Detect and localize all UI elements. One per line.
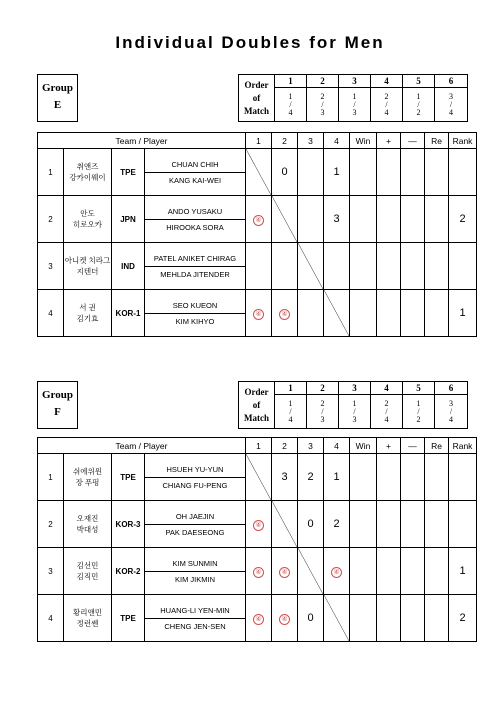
match-score-cell (298, 290, 324, 337)
match-score-cell (324, 149, 350, 196)
plus-cell (377, 290, 401, 337)
minus-cell (401, 548, 425, 595)
win-circle-mark: ④ (331, 567, 342, 578)
score-value: 2 (307, 471, 314, 483)
order-col: 1 (275, 75, 307, 88)
plus-header: + (377, 133, 401, 149)
rank-cell: 1 (449, 548, 477, 595)
match-score-cell (298, 595, 324, 642)
table-row (38, 454, 477, 501)
match-score-cell (298, 454, 324, 501)
col-header: 2 (272, 438, 298, 454)
win-circle-mark: ④ (253, 309, 264, 320)
row-number: 3 (38, 243, 64, 290)
re-cell (425, 149, 449, 196)
order-fraction: 1 / 4 (275, 395, 307, 429)
col-header: 4 (324, 133, 350, 149)
match-score-cell (324, 243, 350, 290)
self-match-cell (324, 290, 350, 337)
group-label-box (37, 74, 78, 122)
order-fraction: 2 / 3 (307, 395, 339, 429)
score-value: 1 (333, 471, 340, 483)
rank-cell (449, 149, 477, 196)
win-cell (350, 501, 377, 548)
order-fraction: 2 / 4 (371, 395, 403, 429)
order-col: 3 (339, 75, 371, 88)
re-cell (425, 595, 449, 642)
match-score-cell (324, 196, 350, 243)
player-names: CHUAN CHIH KANG KAI-WEI (145, 149, 246, 196)
win-cell (350, 290, 377, 337)
win-cell (350, 243, 377, 290)
table-row (38, 548, 477, 595)
win-circle-mark: ④ (279, 567, 290, 578)
match-score-cell (324, 454, 350, 501)
plus-cell (377, 548, 401, 595)
col-header: 3 (298, 438, 324, 454)
order-of-match-table (238, 381, 468, 429)
win-cell (350, 595, 377, 642)
order-col: 2 (307, 382, 339, 395)
order-fraction: 1 / 3 (339, 395, 371, 429)
row-number: 3 (38, 548, 64, 595)
self-match-cell (298, 548, 324, 595)
minus-cell (401, 149, 425, 196)
player-names: ANDO YUSAKU HIROOKA SORA (145, 196, 246, 243)
group-label-box (37, 381, 78, 429)
korean-name: 서 권 김기효 (64, 290, 112, 337)
col-header: 4 (324, 438, 350, 454)
order-col: 4 (371, 75, 403, 88)
order-fraction: 2 / 3 (307, 88, 339, 122)
order-col: 6 (435, 75, 468, 88)
team-code: KOR-2 (112, 548, 145, 595)
player-names: OH JAEJIN PAK DAESEONG (145, 501, 246, 548)
col-header: 2 (272, 133, 298, 149)
team-player-header: Team / Player (38, 133, 246, 149)
win-header: Win (350, 438, 377, 454)
win-circle-mark: ④ (253, 520, 264, 531)
korean-name: 안도 히로오카 (64, 196, 112, 243)
match-score-cell (246, 196, 272, 243)
player-names: SEO KUEON KIM KIHYO (145, 290, 246, 337)
re-cell (425, 501, 449, 548)
group-label: Group (42, 82, 73, 94)
rank-cell (449, 454, 477, 501)
team-code: TPE (112, 454, 145, 501)
group-results-table (37, 437, 477, 642)
match-score-cell (298, 196, 324, 243)
minus-header: — (401, 438, 425, 454)
order-fraction: 3 / 4 (435, 88, 468, 122)
self-match-cell (246, 149, 272, 196)
plus-cell (377, 501, 401, 548)
rank-cell (449, 243, 477, 290)
korean-name: 아니켓 치라그 지텐더 (64, 243, 112, 290)
plus-cell (377, 243, 401, 290)
match-score-cell (246, 243, 272, 290)
match-score-cell (272, 243, 298, 290)
plus-cell (377, 454, 401, 501)
rank-cell: 2 (449, 196, 477, 243)
group-results-table (37, 132, 477, 337)
match-score-cell (246, 548, 272, 595)
plus-cell (377, 196, 401, 243)
order-col: 3 (339, 382, 371, 395)
row-number: 4 (38, 290, 64, 337)
row-number: 4 (38, 595, 64, 642)
table-row (38, 290, 477, 337)
self-match-cell (246, 454, 272, 501)
match-score-cell (246, 595, 272, 642)
page-title: Individual Doubles for Men (115, 33, 385, 52)
player-names: HSUEH YU-YUN CHIANG FU-PENG (145, 454, 246, 501)
team-code: TPE (112, 595, 145, 642)
match-score-cell (272, 290, 298, 337)
table-row (38, 595, 477, 642)
win-cell (350, 454, 377, 501)
plus-cell (377, 149, 401, 196)
team-code: TPE (112, 149, 145, 196)
order-col: 5 (403, 382, 435, 395)
rank-header: Rank (449, 133, 477, 149)
score-value: 0 (307, 612, 314, 624)
self-match-cell (324, 595, 350, 642)
rank-cell: 1 (449, 290, 477, 337)
minus-cell (401, 290, 425, 337)
self-match-cell (272, 196, 298, 243)
win-circle-mark: ④ (253, 215, 264, 226)
minus-cell (401, 454, 425, 501)
win-circle-mark: ④ (253, 567, 264, 578)
win-circle-mark: ④ (279, 309, 290, 320)
order-col: 2 (307, 75, 339, 88)
match-score-cell (272, 595, 298, 642)
match-score-cell (298, 501, 324, 548)
win-cell (350, 196, 377, 243)
match-score-cell (272, 548, 298, 595)
score-value: 1 (333, 166, 340, 178)
team-player-header: Team / Player (38, 438, 246, 454)
match-score-cell (324, 548, 350, 595)
rank-cell: 2 (449, 595, 477, 642)
plus-cell (377, 595, 401, 642)
korean-name: 쉬에위윈 장 푸펑 (64, 454, 112, 501)
score-value: 2 (333, 518, 340, 530)
order-fraction: 1 / 4 (275, 88, 307, 122)
plus-header: + (377, 438, 401, 454)
row-number: 2 (38, 501, 64, 548)
re-header: Re (425, 438, 449, 454)
re-cell (425, 196, 449, 243)
table-row (38, 196, 477, 243)
minus-cell (401, 243, 425, 290)
team-code: KOR-1 (112, 290, 145, 337)
order-col: 4 (371, 382, 403, 395)
win-circle-mark: ④ (279, 614, 290, 625)
col-header: 3 (298, 133, 324, 149)
col-header: 1 (246, 438, 272, 454)
team-code: IND (112, 243, 145, 290)
rank-header: Rank (449, 438, 477, 454)
player-names: HUANG-LI YEN-MIN CHENG JEN-SEN (145, 595, 246, 642)
order-col: 6 (435, 382, 468, 395)
self-match-cell (298, 243, 324, 290)
minus-cell (401, 196, 425, 243)
order-fraction: 2 / 4 (371, 88, 403, 122)
order-fraction: 1 / 2 (403, 395, 435, 429)
match-score-cell (324, 501, 350, 548)
order-col: 1 (275, 382, 307, 395)
row-number: 1 (38, 454, 64, 501)
order-fraction: 1 / 2 (403, 88, 435, 122)
match-score-cell (246, 290, 272, 337)
korean-name: 황리앤민 정런쎈 (64, 595, 112, 642)
order-label: Order of Match (239, 75, 275, 122)
re-header: Re (425, 133, 449, 149)
rank-cell (449, 501, 477, 548)
order-of-match-table (238, 74, 468, 122)
re-cell (425, 454, 449, 501)
team-code: KOR-3 (112, 501, 145, 548)
row-number: 2 (38, 196, 64, 243)
match-score-cell (272, 149, 298, 196)
order-fraction: 3 / 4 (435, 395, 468, 429)
self-match-cell (272, 501, 298, 548)
player-names: KIM SUNMIN KIM JIKMIN (145, 548, 246, 595)
group-letter: F (54, 406, 61, 418)
score-value: 0 (281, 166, 288, 178)
korean-name: 오재진 박대성 (64, 501, 112, 548)
order-fraction: 1 / 3 (339, 88, 371, 122)
match-score-cell (298, 149, 324, 196)
win-cell (350, 548, 377, 595)
team-code: JPN (112, 196, 145, 243)
win-header: Win (350, 133, 377, 149)
win-circle-mark: ④ (253, 614, 264, 625)
order-col: 5 (403, 75, 435, 88)
score-value: 3 (281, 471, 288, 483)
match-score-cell (272, 454, 298, 501)
match-score-cell (246, 501, 272, 548)
score-value: 0 (307, 518, 314, 530)
re-cell (425, 290, 449, 337)
korean-name: 김선민 김직민 (64, 548, 112, 595)
re-cell (425, 548, 449, 595)
table-row (38, 149, 477, 196)
row-number: 1 (38, 149, 64, 196)
minus-header: — (401, 133, 425, 149)
score-value: 3 (333, 213, 340, 225)
win-cell (350, 149, 377, 196)
order-label: Order of Match (239, 382, 275, 429)
minus-cell (401, 501, 425, 548)
minus-cell (401, 595, 425, 642)
group-label: Group (42, 389, 73, 401)
group-letter: E (53, 99, 62, 111)
korean-name: 취앤즈 강카이웨이 (64, 149, 112, 196)
col-header: 1 (246, 133, 272, 149)
re-cell (425, 243, 449, 290)
table-row (38, 501, 477, 548)
table-row (38, 243, 477, 290)
player-names: PATEL ANIKET CHIRAG MEHLDA JITENDER (145, 243, 246, 290)
